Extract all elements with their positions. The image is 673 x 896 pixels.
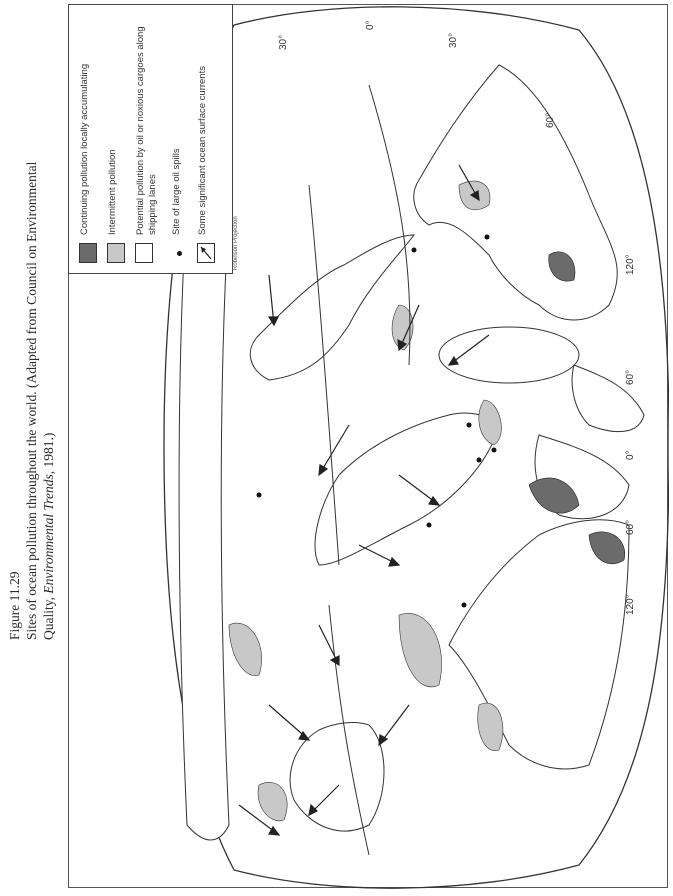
latitude-label: 60°: [545, 112, 556, 128]
map-legend: [68, 4, 233, 274]
landmass-north-america: [414, 65, 617, 320]
intermittent-pollution-swatch: [107, 243, 125, 263]
arrow-icon: [198, 244, 214, 262]
legend-label: Some significant ocean surface currents: [197, 66, 208, 235]
legend-item-potential: [135, 25, 159, 263]
longitude-label: 120°: [625, 254, 636, 275]
legend-label: Intermittent pollution: [107, 149, 118, 235]
oil-spill-dot: [485, 235, 490, 240]
legend-item-oil-spill: [171, 25, 189, 263]
landmass-south-america: [250, 235, 414, 380]
caption-line-2-suffix: 1981.): [41, 432, 56, 471]
longitude-label: 120°: [625, 594, 636, 615]
legend-item-continuing: [79, 25, 97, 263]
legend-item-currents: [197, 25, 215, 263]
figure-number: Figure 11.29: [7, 571, 22, 640]
oil-spill-dot: [492, 448, 497, 453]
latitude-label: 0°: [365, 20, 376, 30]
legend-label: Site of large oil spills: [171, 148, 182, 235]
intermittent-pollution-zone: [229, 623, 262, 676]
figure-caption: [6, 0, 57, 640]
current-arrow-swatch: [197, 243, 215, 263]
caption-line-2-prefix: Quality,: [41, 593, 56, 640]
caption-line-1: Sites of ocean pollution throughout the world. (Adapted from Council on Environmental: [24, 161, 39, 640]
oil-spill-dot: [257, 493, 262, 498]
caption-source-title: Environmental Trends,: [41, 470, 56, 594]
oil-spill-dot: [477, 458, 482, 463]
oil-spill-dot: [412, 248, 417, 253]
legend-item-intermittent: [107, 25, 125, 263]
longitude-label: 60°: [625, 519, 636, 535]
ocean-gyre: [439, 327, 579, 383]
intermittent-pollution-zone: [399, 613, 442, 686]
oil-spill-dot: [467, 423, 472, 428]
latitude-label: 30°: [448, 32, 459, 48]
oil-spill-swatch: [171, 243, 189, 263]
potential-pollution-swatch: [135, 243, 153, 263]
legend-label: Continuing pollution locally accumulating: [79, 63, 90, 235]
latitude-label: 30°: [278, 34, 289, 50]
oil-spill-dot: [427, 523, 432, 528]
longitude-label: 0°: [625, 450, 636, 460]
landmass-antarctica: [179, 236, 229, 840]
projection-credit: Robinson Projection: [233, 216, 239, 270]
caption-area: [0, 0, 60, 896]
intermittent-pollution-zone: [258, 782, 287, 820]
continuing-pollution-swatch: [79, 243, 97, 263]
oil-spill-dot: [462, 603, 467, 608]
legend-label: Potential pollution by oil or noxious cargoes along shipping lanes: [135, 26, 158, 235]
longitude-label: 60°: [625, 369, 636, 385]
